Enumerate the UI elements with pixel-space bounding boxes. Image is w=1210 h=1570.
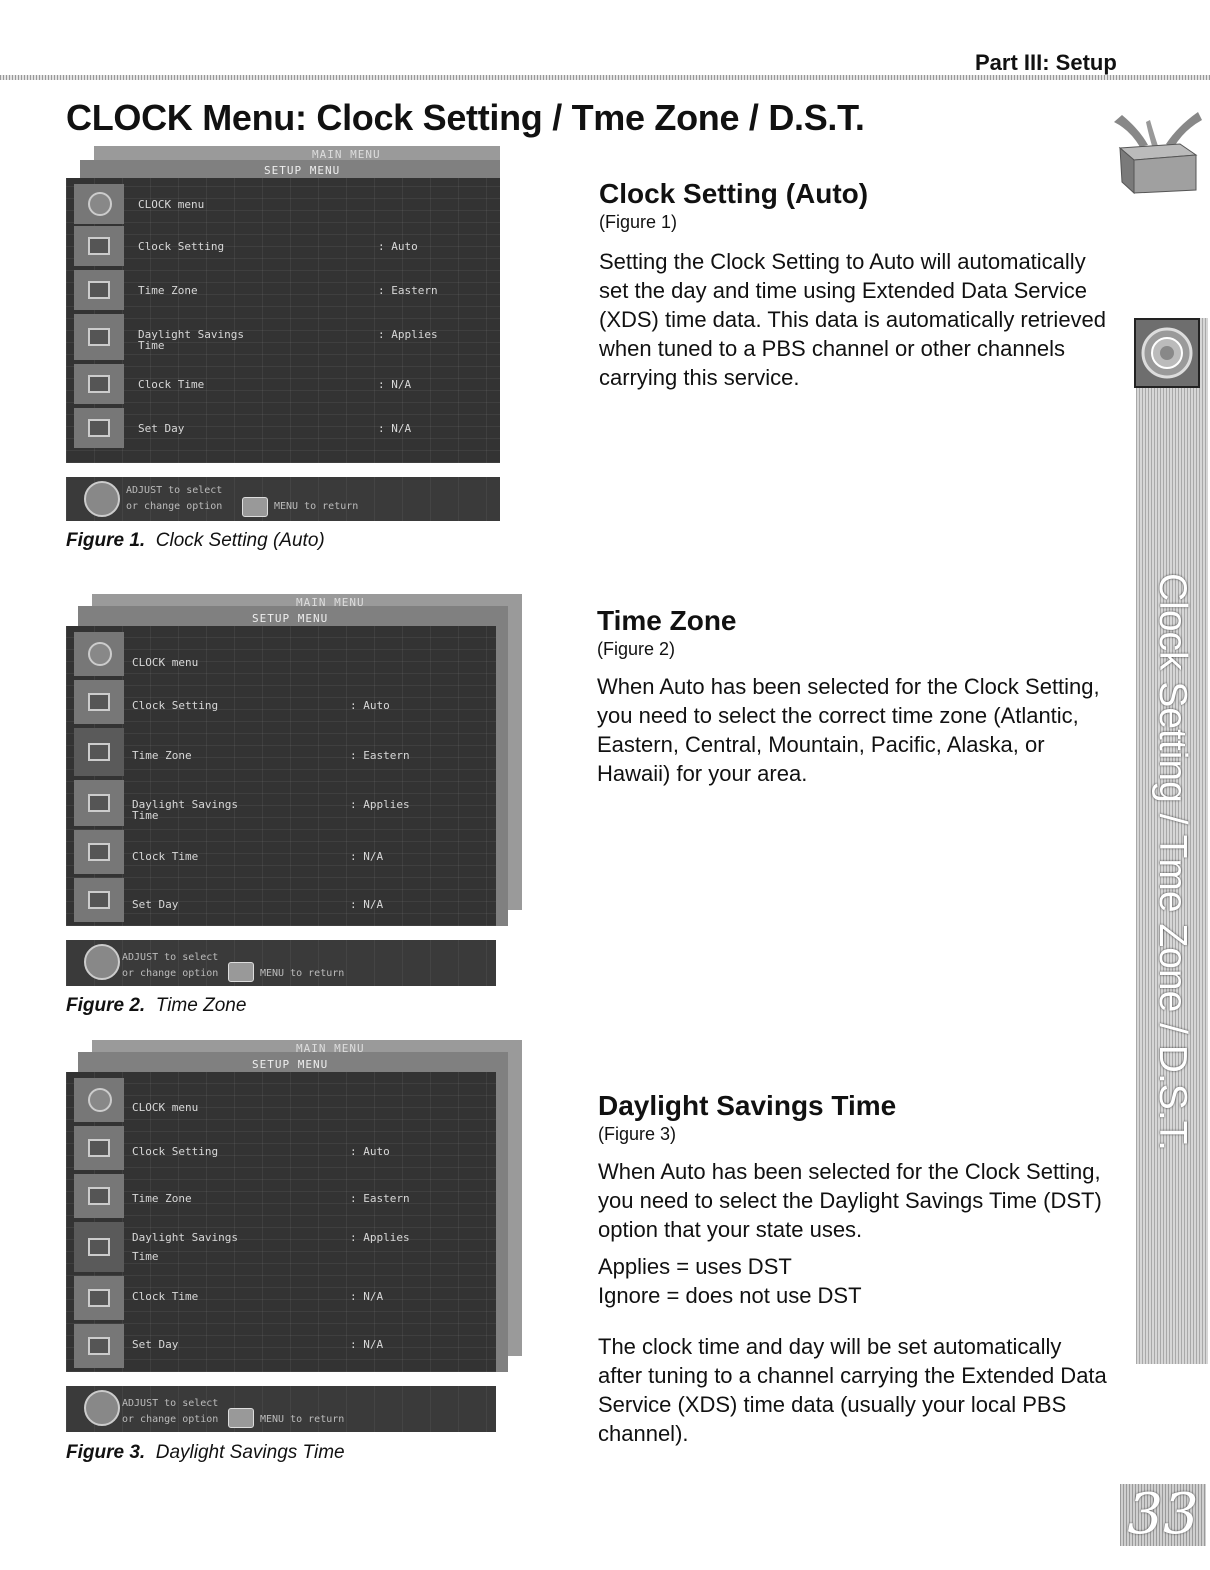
section-body-closing: The clock time and day will be set automatically after tuning to a channel carrying the Extended Data Service (XDS) time data (usually your local PBS channel).	[598, 1334, 1107, 1446]
menu-row-time-zone[interactable]: Time Zone : Eastern	[66, 728, 496, 776]
section-title: Time Zone	[597, 605, 737, 636]
section-title: Clock Setting (Auto)	[599, 178, 869, 209]
menu-row-dst[interactable]: Daylight Savings Time : Applies	[66, 780, 496, 826]
figure-reference: (Figure 2)	[597, 639, 676, 659]
section-body: When Auto has been selected for the Clock Setting, you need to select the Daylight Savings Time (DST) option that your state uses.	[598, 1159, 1102, 1242]
menu-row-clock-menu: CLOCK menu	[66, 632, 496, 676]
setup-menu-label: SETUP MENU	[252, 612, 329, 625]
menu-row-clock-time[interactable]: Clock Time : N/A	[66, 364, 500, 404]
figure-reference: (Figure 3)	[598, 1124, 677, 1144]
dst-applies: Applies = uses DST	[598, 1254, 792, 1279]
menu-row-set-day[interactable]: Set Day : N/A	[66, 408, 500, 448]
menu-row-clock-setting[interactable]: Clock Setting : Auto	[66, 226, 500, 266]
page-number: 33	[1120, 1484, 1206, 1546]
tv-screen-figure-2	[66, 594, 522, 987]
gift-box-icon	[1100, 100, 1205, 195]
menu-row-clock-menu: CLOCK menu	[66, 1078, 496, 1122]
section-clock-setting	[599, 178, 1109, 392]
menu-button-icon	[228, 1408, 254, 1428]
section-time-zone	[597, 605, 1117, 788]
page-title: CLOCK Menu: Clock Setting / Tme Zone / D.S.T.	[66, 97, 865, 138]
menu-row-time-zone[interactable]: Time Zone : Eastern	[66, 270, 500, 310]
setup-menu-label: SETUP MENU	[264, 164, 341, 177]
figure-1-caption: Figure 1. Clock Setting (Auto)	[66, 530, 325, 551]
tv-screen-figure-3	[66, 1040, 522, 1433]
menu-panel	[66, 178, 500, 463]
main-menu-label: MAIN MENU	[296, 596, 365, 609]
section-body: When Auto has been selected for the Clock Setting, you need to select the correct time zone (Atlantic, Eastern, Central, Mountain, Pacific, Alaska, or Hawaii) for your area.	[597, 674, 1100, 786]
menu-row-clock-setting[interactable]: Clock Setting : Auto	[66, 1126, 496, 1170]
figure-reference: (Figure 1)	[599, 212, 678, 232]
menu-row-time-zone[interactable]: Time Zone : Eastern	[66, 1174, 496, 1218]
menu-row-clock-setting[interactable]: Clock Setting : Auto	[66, 680, 496, 724]
side-tab-label: Clock Setting / Tme Zone / D.S.T.	[1151, 573, 1194, 1151]
setup-menu-label: SETUP MENU	[252, 1058, 329, 1071]
menu-row-dst[interactable]: Daylight Savings Time : Applies	[66, 314, 500, 360]
figure-2-caption: Figure 2. Time Zone	[66, 995, 247, 1016]
menu-row-set-day[interactable]: Set Day : N/A	[66, 1324, 496, 1368]
control-bar: ADJUST to select or change option MENU to return	[66, 1386, 496, 1432]
menu-row-clock-menu: CLOCK menu	[66, 184, 500, 224]
main-menu-label: MAIN MENU	[296, 1042, 365, 1055]
menu-row-set-day[interactable]: Set Day : N/A	[66, 878, 496, 922]
header-rule	[0, 75, 1210, 80]
control-bar: ADJUST to select or change option MENU to return	[66, 940, 496, 986]
part-header: Part III: Setup	[975, 50, 1117, 75]
adjust-pad-icon	[84, 944, 120, 980]
menu-button-icon	[242, 497, 268, 517]
menu-button-icon	[228, 962, 254, 982]
control-bar: ADJUST to select or change option MENU to return	[66, 477, 500, 521]
menu-row-clock-time[interactable]: Clock Time : N/A	[66, 1276, 496, 1320]
section-title: Daylight Savings Time	[598, 1090, 897, 1121]
adjust-pad-icon	[84, 1390, 120, 1426]
menu-panel	[66, 1072, 496, 1372]
menu-row-clock-time[interactable]: Clock Time : N/A	[66, 830, 496, 874]
main-menu-label: MAIN MENU	[312, 148, 381, 161]
figure-3-caption: Figure 3. Daylight Savings Time	[66, 1442, 345, 1463]
section-dst	[598, 1090, 1110, 1448]
dst-ignore: Ignore = does not use DST	[598, 1283, 862, 1308]
tv-screen-figure-1	[66, 146, 500, 521]
menu-panel	[66, 626, 496, 926]
adjust-pad-icon	[84, 481, 120, 517]
menu-row-dst[interactable]: Daylight Savings Time : Applies	[66, 1222, 496, 1272]
section-body: Setting the Clock Setting to Auto will automatically set the day and time using Extended Data Service (XDS) time data. This data is automatically retrieved when tuned to a PBS channel or other channels carrying this service.	[599, 249, 1107, 390]
